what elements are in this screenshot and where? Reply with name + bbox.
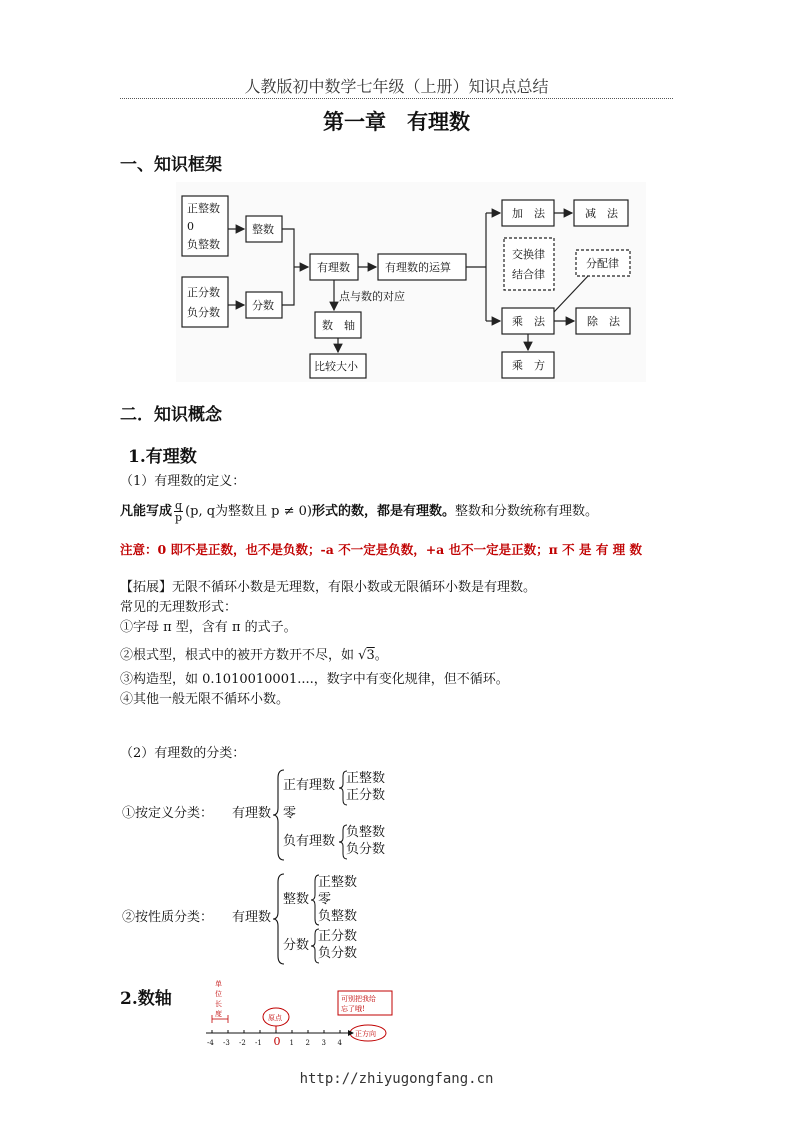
sqrt-radicand: 3 — [366, 648, 375, 663]
class2-integer: 整数 — [283, 892, 310, 907]
class1-zero: 零 — [283, 806, 297, 821]
axis-tick-label: -3 — [223, 1039, 230, 1047]
fraction-numerator: q — [175, 499, 183, 512]
extension-line-4: ②根式型，根式中的被开方数开不尽，如 √3。 — [120, 648, 388, 663]
text-integer: 整数 — [252, 223, 274, 236]
page-header: 人教版初中数学七年级（上册）知识点总结 — [244, 77, 549, 96]
class1-negative-integer: 负整数 — [346, 825, 386, 840]
extension-line-2: 常见的无理数形式： — [120, 600, 238, 615]
text-number-axis: 数 轴 — [322, 319, 355, 332]
definition-bold-tail: 形式的数，都是有理数。 — [312, 504, 456, 519]
axis-tick-label: -4 — [207, 1039, 214, 1047]
text-power: 乘 方 — [512, 359, 545, 372]
class2-fraction: 分数 — [283, 938, 310, 953]
knowledge-framework-diagram — [176, 182, 646, 382]
definition-lead: 凡能写成 — [120, 504, 173, 519]
text-fraction: 分数 — [252, 299, 274, 312]
box-laws — [504, 238, 554, 290]
extension-line-5: ③构造型，如 0.1010010001....，数字中有变化规律，但不循环。 — [120, 672, 509, 687]
classification-label: （2）有理数的分类： — [120, 746, 246, 761]
subsection-number-axis: 2.数轴 — [120, 989, 172, 1009]
class2-negative-fraction: 负分数 — [318, 946, 358, 961]
text-subtract: 减 法 — [585, 207, 618, 220]
extension-line-4-text: ②根式型，根式中的被开方数开不尽，如 — [120, 648, 355, 663]
chapter-title: 第一章 有理数 — [323, 109, 470, 134]
text-positive-fraction: 正分数 — [187, 286, 220, 299]
text-rational: 有理数 — [317, 261, 350, 274]
text-add: 加 法 — [512, 207, 545, 220]
unit-char-2: 位 — [215, 990, 222, 998]
reminder-line-2: 忘了哦! — [341, 1005, 365, 1013]
section-knowledge-framework: 一、知识框架 — [120, 155, 222, 175]
extension-block — [120, 578, 680, 710]
unit-char-4: 度 — [215, 1010, 222, 1018]
unit-char-1: 单 — [215, 980, 222, 988]
class2-integer-items — [318, 874, 357, 925]
class1-positive: 正有理数 — [283, 778, 336, 793]
axis-tick-label: -1 — [255, 1039, 262, 1047]
unit-char-3: 长 — [215, 1000, 222, 1008]
text-compare: 比较大小 — [314, 360, 358, 373]
class1-positive-integer: 正整数 — [346, 771, 386, 786]
text-zero: 0 — [187, 220, 194, 233]
class2-root: 有理数 — [232, 910, 272, 925]
origin-label: 原点 — [268, 1014, 282, 1022]
class1-root: 有理数 — [232, 806, 272, 821]
header-rule — [120, 98, 673, 99]
extension-line-6: ④其他一般无限不循环小数。 — [120, 692, 290, 707]
definition-condition: (p, q为整数且 p ≠ 0) — [185, 504, 312, 519]
axis-tick-label: 2 — [305, 1039, 310, 1047]
class1-positive-items — [346, 770, 385, 804]
text-distributive: 分配律 — [586, 257, 619, 270]
class1-negative-items — [346, 824, 385, 858]
extension-line-1: 【拓展】无限不循环小数是无理数，有限小数或无限循环小数是有理数。 — [120, 580, 537, 595]
classification-by-property-label: ②按性质分类： — [122, 910, 214, 925]
text-negative-integer: 负整数 — [187, 238, 220, 251]
definition-plain-tail: 整数和分数统称有理数。 — [455, 504, 599, 519]
text-correspondence: 点与数的对应 — [339, 290, 405, 303]
definition-label: （1）有理数的定义： — [120, 474, 246, 489]
subsection-rational-numbers: 1.有理数 — [128, 447, 197, 467]
text-negative-fraction: 负分数 — [187, 306, 220, 319]
direction-label: 正方向 — [355, 1030, 376, 1038]
axis-tick-label: 4 — [337, 1039, 342, 1047]
footer-url: http://zhiyugongfang.cn — [299, 1071, 494, 1087]
box-fractions-list — [182, 277, 228, 327]
text-commutative: 交换律 — [512, 248, 545, 261]
class2-fraction-items — [318, 928, 357, 962]
classification-by-definition-label: ①按定义分类： — [122, 806, 214, 821]
axis-tick-label: 0 — [273, 1035, 281, 1048]
class2-zero: 零 — [318, 892, 332, 907]
sqrt-symbol: √3 — [358, 648, 375, 663]
class1-negative-fraction: 负分数 — [346, 842, 386, 857]
class2-negative-integer: 负整数 — [318, 909, 358, 924]
axis-tick-label: -2 — [239, 1039, 246, 1047]
note-red: 注意：0 即不是正数，也不是负数；-a 不一定是负数，+a 也不一定是正数；π 不 是 有 理 数 — [120, 542, 643, 557]
fraction-q-over-p — [174, 500, 183, 523]
text-multiply: 乘 法 — [512, 315, 545, 328]
section-knowledge-concepts: 二．知识概念 — [120, 405, 222, 425]
text-positive-integer: 正整数 — [187, 202, 220, 215]
extension-line-3: ①字母 π 型，含有 π 的式子。 — [120, 620, 297, 635]
fraction-denominator: p — [175, 511, 183, 524]
reminder-line-1: 可别把我给 — [341, 995, 376, 1003]
class1-negative: 负有理数 — [283, 834, 336, 849]
definition-line — [120, 500, 680, 523]
class2-positive-integer: 正整数 — [318, 875, 358, 890]
number-line-illustration — [200, 975, 400, 1050]
text-associative: 结合律 — [512, 268, 545, 281]
axis-tick-label: 1 — [289, 1039, 294, 1047]
text-operations: 有理数的运算 — [385, 261, 451, 274]
text-divide: 除 法 — [587, 315, 620, 328]
class1-positive-fraction: 正分数 — [346, 788, 386, 803]
class2-positive-fraction: 正分数 — [318, 929, 358, 944]
axis-tick-label: 3 — [321, 1039, 326, 1047]
